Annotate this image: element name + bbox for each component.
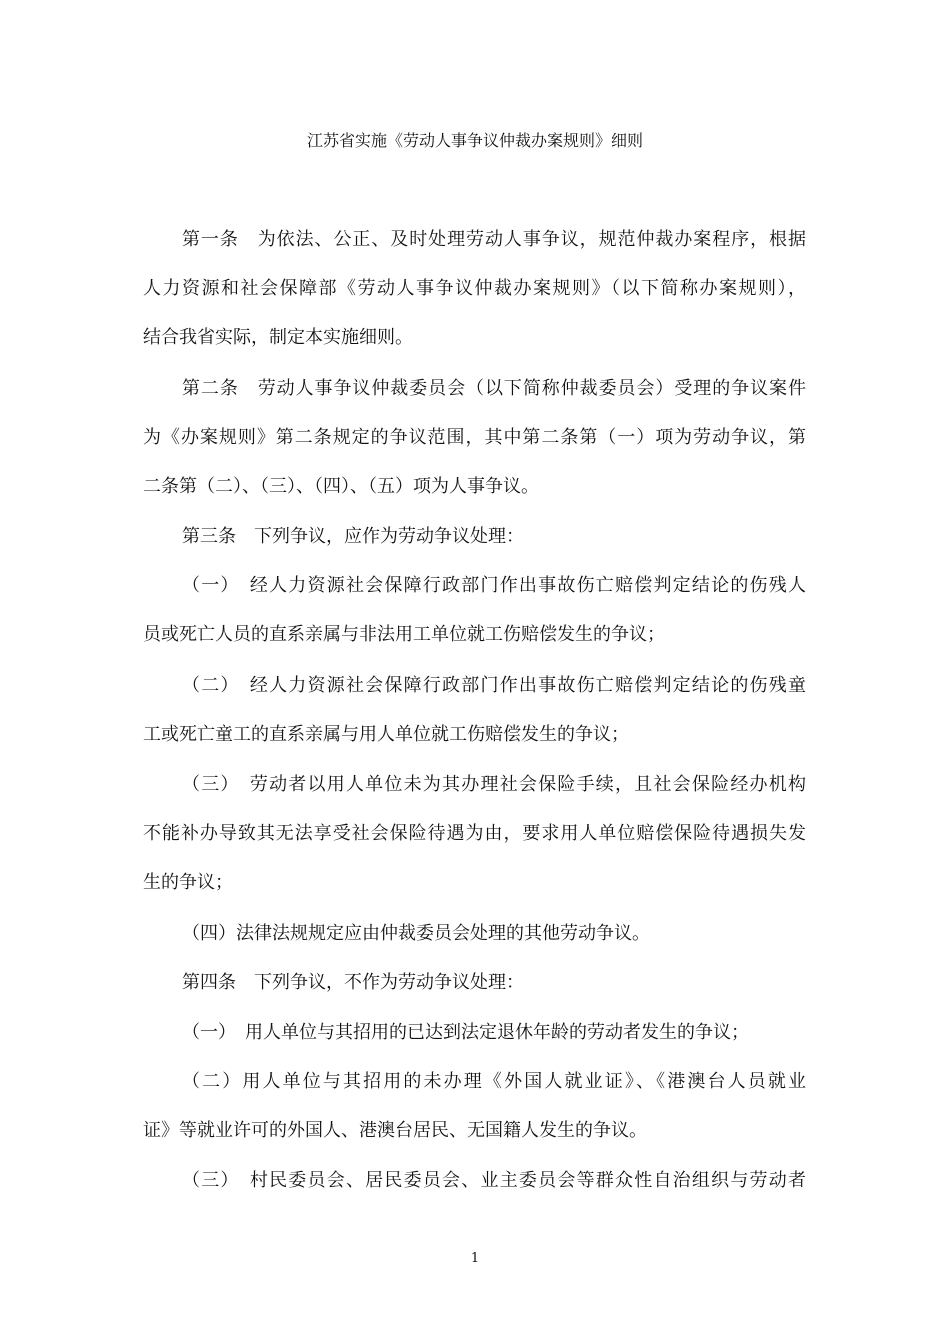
- paragraph-line: （三） 村民委员会、居民委员会、业主委员会等群众性自治组织与劳动者: [182, 1170, 806, 1191]
- paragraph-line: 二条第（二）、（三）、（四）、（五）项为人事争议。: [143, 476, 539, 497]
- paragraph-line: 生的争议；: [143, 872, 233, 893]
- paragraph-line: 为《办案规则》第二条规定的争议范围，其中第二条第（一）项为劳动争议，第: [143, 427, 806, 448]
- document-title: 江苏省实施《劳动人事争议仲裁办案规则》细则: [306, 131, 643, 150]
- paragraph-line: （四）法律法规规定应由仲裁委员会处理的其他劳动争议。: [182, 923, 650, 944]
- paragraph-line: （一） 用人单位与其招用的已达到法定退休年龄的劳动者发生的争议；: [182, 1022, 749, 1043]
- paragraph-line: 结合我省实际，制定本实施细则。: [143, 327, 413, 348]
- paragraph-line: 员或死亡人员的直系亲属与非法用工单位就工伤赔偿发生的争议；: [143, 624, 665, 645]
- paragraph-line: 第四条 下列争议，不作为劳动争议处理：: [182, 972, 524, 993]
- paragraph-line: （二） 经人力资源社会保障行政部门作出事故伤亡赔偿判定结论的伤残童: [182, 675, 806, 696]
- paragraph-line: 第二条 劳动人事争议仲裁委员会（以下简称仲裁委员会）受理的争议案件: [182, 378, 806, 399]
- paragraph-line: （二）用人单位与其招用的未办理《外国人就业证》、《港澳台人员就业: [182, 1071, 806, 1092]
- paragraph-line: 证》等就业许可的外国人、港澳台居民、无国籍人发生的争议。: [143, 1120, 647, 1141]
- paragraph-line: 第三条 下列争议，应作为劳动争议处理：: [182, 526, 524, 547]
- paragraph-line: （一） 经人力资源社会保障行政部门作出事故伤亡赔偿判定结论的伤残人: [182, 575, 806, 596]
- paragraph-line: 工或死亡童工的直系亲属与用人单位就工伤赔偿发生的争议；: [143, 724, 629, 745]
- paragraph-line: 不能补办导致其无法享受社会保险待遇为由，要求用人单位赔偿保险待遇损失发: [143, 823, 806, 844]
- page-number: 1: [470, 1251, 480, 1266]
- paragraph-line: （三） 劳动者以用人单位未为其办理社会保险手续，且社会保险经办机构: [182, 774, 806, 795]
- paragraph-line: 第一条 为依法、公正、及时处理劳动人事争议，规范仲裁办案程序，根据: [182, 229, 806, 250]
- paragraph-line: 人力资源和社会保障部《劳动人事争议仲裁办案规则》（以下简称办案规则），: [143, 278, 806, 299]
